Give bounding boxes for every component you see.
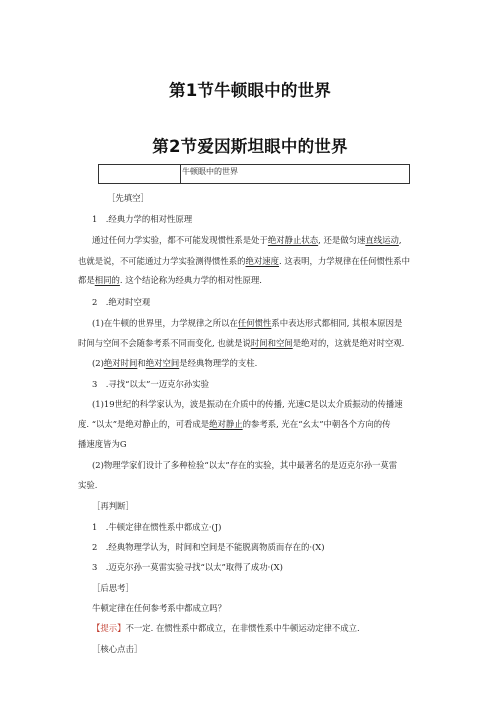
table-empty-cell	[99, 165, 181, 183]
judge-item: 3 .迈克尔孙一莫雷实验寻找“以太”取得了成功·(X)	[92, 562, 283, 572]
item3-heading: 3 .寻找“以太”一迈克尔孙实验	[92, 379, 210, 389]
item3-line3: 播速度皆为G	[78, 439, 127, 449]
blank-answer: 绝对时间	[103, 358, 138, 368]
blank-answer: 绝对静止	[209, 419, 243, 429]
blank-answer: 绝对空间	[145, 358, 180, 368]
judge-item: 1 .牛顿定律在惯性系中都成立·(J)	[92, 522, 222, 532]
item2-line3: (2)绝对时间和绝对空间是经典物理学的支柱.	[92, 358, 258, 368]
hint-label: 【提示】	[92, 623, 126, 633]
blank-answer: 直线运动	[365, 235, 399, 245]
table-cell: 牛顿眼中的世界	[182, 167, 238, 176]
item3-line2: 度. “以太”是绝对静止的，可看成是绝对静止的参考系, 光在“幺太”中朝各个方向的传	[78, 419, 391, 429]
section-1-title: 第1节牛顿眼中的世界	[169, 81, 331, 100]
think-hint: 【提示】不一定. 在惯性系中都成立，在非惯性系中牛顿运动定律不成立.	[92, 623, 360, 633]
core-heading: ［核心点击］	[92, 644, 143, 654]
item1-line3: 都是相同的. 这个结论称为经典力学的相对性原理.	[78, 275, 262, 285]
item3-line5: 实验.	[78, 480, 98, 490]
judge-item: 2 .经典物理学认为，时间和空间是不能脱离物质而存在的·(X)	[92, 542, 325, 552]
blank-answer: 任何惯性	[237, 318, 272, 328]
blank-answer: 绝对静止状态	[267, 235, 319, 245]
item2-line2: 时间与空间不会随参考系不同而变化, 也就是说时间和空间是绝对的，这就是绝对时空观.	[78, 338, 405, 348]
header-table	[98, 164, 410, 184]
item3-line1: (1)19世纪的科学家认为，波是振动在介质中的传播, 光速C是以太介质振动的传播速	[92, 399, 403, 409]
section-2-title: 第2节爱因斯坦眼中的世界	[152, 137, 348, 156]
item1-line2: 也就是说，不可能通过力学实验测得惯性系的绝对速度. 这表明，力学规律在任何惯性系中	[78, 256, 410, 266]
item2-heading: 2 .绝对时空观	[92, 297, 151, 307]
item1-heading: 1 .经典力学的相对性原理	[92, 214, 193, 224]
item3-line4: (2)物理学家们设计了多种检验“以太”存在的实验，其中最著名的是迈克尔孙一莫雷	[92, 460, 398, 470]
judge-heading: ［再判断］	[92, 501, 134, 511]
item1-line1: 通过任何力学实验，都不可能发现惯性系是处于绝对静止状态, 还是做匀速直线运动,	[92, 235, 402, 245]
blank-answer: 绝对速度	[245, 256, 279, 266]
item2-line1: (1)在牛顿的世界里，力学规律之所以在任何惯性系中表达形式都相同, 其根本原因是	[92, 318, 403, 328]
blank-answer: 时间和空间	[250, 338, 293, 348]
blank-answer: 相同的	[94, 275, 120, 285]
think-question: 牛顿定律在任何参考系中都成立吗？	[92, 603, 226, 613]
fill-blank-heading: ［先填空］	[107, 193, 149, 203]
think-heading: ［后思考］	[92, 583, 134, 593]
